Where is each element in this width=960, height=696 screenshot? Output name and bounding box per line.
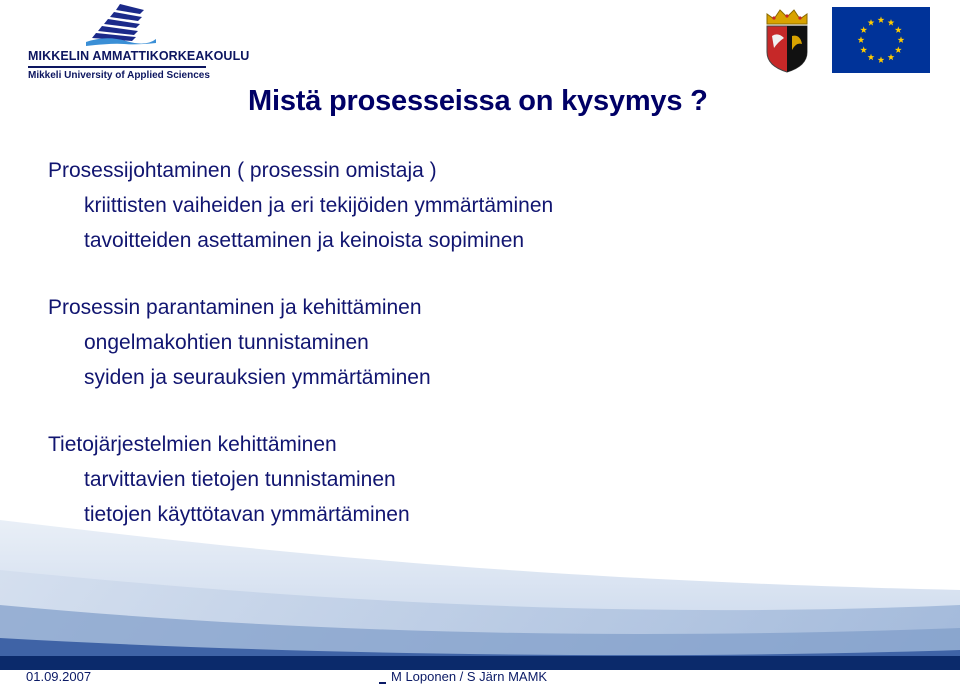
section-heading-information-systems: Tietojärjestelmien kehittäminen: [48, 433, 337, 456]
footer-date: 01.09.2007: [26, 669, 92, 684]
section-heading-process-management: Prosessijohtaminen ( prosessin omistaja ): [48, 159, 437, 182]
bullet-item: kriittisten vaiheiden ja eri tekijöiden ymmärtäminen: [84, 194, 554, 217]
slide-title: Mistä prosesseissa on kysymys ?: [248, 85, 708, 117]
logo-divider: [28, 66, 206, 68]
school-subtitle: Mikkeli University of Applied Sciences: [28, 70, 210, 81]
waves-sail-logo-icon: [86, 4, 156, 48]
footer-rule: [379, 682, 386, 684]
coat-of-arms-icon: [762, 8, 812, 74]
footer-author: M Loponen / S Järn MAMK: [391, 669, 548, 684]
bullet-item: syiden ja seurauksien ymmärtäminen: [84, 366, 431, 389]
decorative-wave-graphic: [0, 510, 960, 670]
school-name: MIKKELIN AMMATTIKORKEAKOULU: [28, 49, 250, 63]
eu-flag-icon: [832, 7, 930, 73]
school-logo: [28, 4, 250, 84]
bullet-item: ongelmakohtien tunnistaminen: [84, 331, 369, 354]
bullet-item: tarvittavien tietojen tunnistaminen: [84, 468, 396, 491]
section-heading-process-improvement: Prosessin parantaminen ja kehittäminen: [48, 296, 422, 319]
bullet-item: tietojen käyttötavan ymmärtäminen: [84, 503, 410, 526]
bullet-item: tavoitteiden asettaminen ja keinoista sopiminen: [84, 229, 525, 252]
